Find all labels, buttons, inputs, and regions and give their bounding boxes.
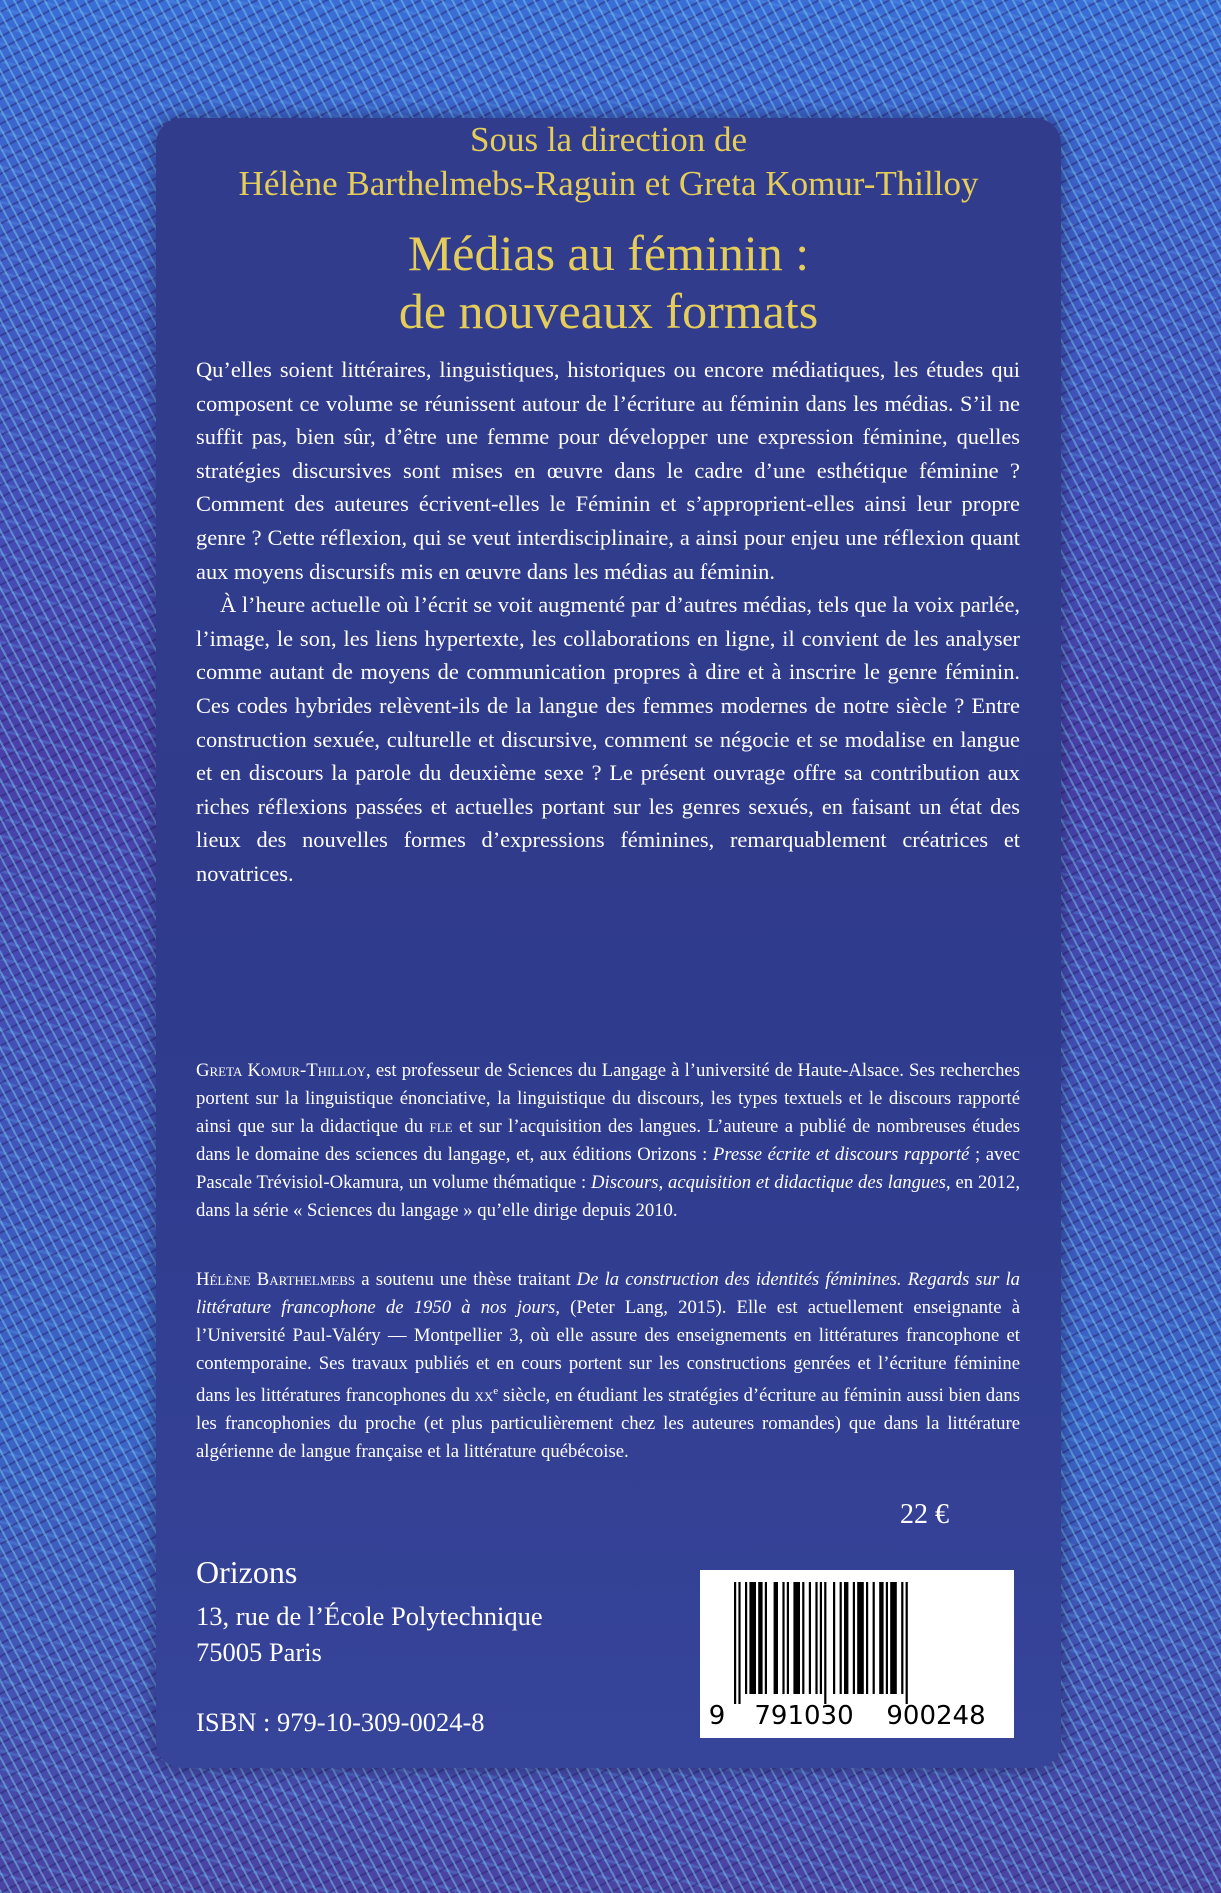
blurb-paragraph-2: À l’heure actuelle où l’écrit se voit augmenté par d’autres médias, tels que la voix parlée, l’image, le son, les liens hypertexte, les collaborations en ligne, il convient de les analyser comme autant de moyens de communication propres à dire et à inscrire le genre féminin. Ces codes hybrides relèvent-ils de la langue des femmes modernes de notre siècle ? Entre construction sexuée, culturelle et discursive, comment se négocie et se modalise en langue et en discours la parole du deuxième sexe ? Le présent ouvrage offre sa contribution aux riches réflexions passées et actuelles portant sur les genres sexués, en faisant un état des lieux des nouvelles formes d’expressions féminines, remarquablement créatrices et novatrices. xyxy=(196,592,1020,886)
barcode xyxy=(700,1570,1014,1738)
barcode-bar xyxy=(809,1582,811,1694)
barcode-bar xyxy=(890,1582,897,1694)
barcode-bar xyxy=(906,1582,908,1704)
barcode-bar xyxy=(901,1582,903,1694)
barcode-bar xyxy=(738,1582,740,1704)
barcode-first-digit: 9 xyxy=(708,1701,726,1731)
barcode-bar xyxy=(774,1582,778,1694)
barcode-bar xyxy=(734,1582,736,1704)
barcode-bar xyxy=(749,1582,756,1694)
barcode-bar xyxy=(758,1582,762,1694)
publisher-street: 13, rue de l’École Polytechnique xyxy=(196,1601,543,1631)
price: 22 € xyxy=(900,1499,949,1530)
barcode-bar xyxy=(833,1582,835,1694)
barcode-bar xyxy=(802,1582,804,1694)
barcode-bar xyxy=(844,1582,848,1694)
publisher-city: 75005 Paris xyxy=(196,1637,322,1667)
barcode-bar xyxy=(873,1582,875,1694)
barcode-bar xyxy=(824,1582,826,1704)
barcode-graphic xyxy=(700,1570,1014,1738)
back-cover-blurb xyxy=(196,353,1020,891)
barcode-bar xyxy=(787,1582,789,1694)
thesis-title: De la construction des identités féminines. Regards sur la littérature francophone de 1950 à nos jours, xyxy=(196,1269,1020,1318)
barcode-bar xyxy=(765,1582,767,1694)
work-title-discours: Discours, acquisition et didactique des langues, xyxy=(591,1171,951,1193)
barcode-bar xyxy=(793,1582,800,1694)
barcode-right-digits: 900248 xyxy=(886,1701,986,1731)
barcode-bar xyxy=(782,1582,784,1694)
barcode-bar xyxy=(815,1582,817,1694)
barcode-bar xyxy=(857,1582,864,1694)
book-title-line-2: de nouveaux formats xyxy=(398,283,819,339)
publisher-name: Orizons xyxy=(196,1554,298,1590)
author-name-komur: Greta Komur-Thilloy xyxy=(196,1060,367,1081)
fle-abbreviation: fle xyxy=(429,1115,453,1137)
barcode-left-digits: 791030 xyxy=(754,1701,854,1731)
barcode-bar xyxy=(840,1582,842,1694)
direction-label: Sous la direction de xyxy=(469,120,748,159)
barcode-bar xyxy=(853,1582,855,1694)
author-bio-barthelmebs: Hélène Barthelmebs a soutenu une thèse traitant De la construction des identités féminines. Regards sur la littérature francophone de 1950 à nos jours, (Peter Lang, 2015). Elle est actuellement enseignante à l’Université Paul-Valéry — Montpellier 3, où elle assure des enseignements en littératures francophone et contemporaine. Ses travaux publiés et en cours portent sur les constructions genrées et l’écriture féminine dans les littératures francophones du $xx^e$ siècle, en étudiant les stratégies d’écriture au féminin aussi bien dans les francophonies du proche (et plus particulièrement chez les auteures romandes) que dans la littérature algérienne de langue française et la littérature québécoise. xyxy=(196,1269,1021,1462)
barcode-bar xyxy=(879,1582,883,1694)
editors-names: Hélène Barthelmebs-Raguin et Greta Komur-Thilloy xyxy=(238,164,979,203)
author-bio-komur: Greta Komur-Thilloy, est professeur de Sciences du Langage à l’université de Haute-Alsace. Ses recherches portent sur la linguistique énonciative, la linguistique du discours, les types textuels et le discours rapporté ainsi que sur la didactique du fle et sur l’acquisition des langues. L’auteure a publié de nombreuses études dans le domaine des sciences du langage, et, aux éditions Orizons : Presse écrite et discours rapporté ; avec Pascale Trévisiol-Okamura, un volume thématique : Discours, acquisition et didactique des langues, en 2012, dans la série « Sciences du langage » qu’elle dirige depuis 2010. xyxy=(196,1060,1020,1221)
book-title-line-1: Médias au féminin : xyxy=(407,225,810,281)
isbn: ISBN : 979-10-309-0024-8 xyxy=(196,1707,485,1737)
author-name-barthelmebs: Hélène Barthelmebs xyxy=(196,1269,356,1290)
blurb-paragraph-1: Qu’elles soient littéraires, linguistiques, historiques ou encore médiatiques, les études qui composent ce volume se réunissent autour de l’écriture au féminin dans les médias. S’il ne suffit pas, bien sûr, d’être une femme pour développer une expression féminine, quelles stratégies discursives sont mises en œuvre dans le cadre d’une esthétique féminine ? Comment des auteures écrivent-elles le Féminin et s’approprient-elles ainsi leur propre genre ? Cette réflexion, qui se veut interdisciplinaire, a ainsi pour enjeu une réflexion quant aux moyens discursifs mis en œuvre dans les médias au féminin. xyxy=(196,357,1020,584)
work-title-presse: Presse écrite et discours rapporté xyxy=(712,1143,970,1165)
barcode-bar xyxy=(866,1582,868,1694)
barcode-bar xyxy=(820,1582,822,1694)
barcode-bar xyxy=(886,1582,888,1694)
barcode-bar xyxy=(745,1582,747,1694)
